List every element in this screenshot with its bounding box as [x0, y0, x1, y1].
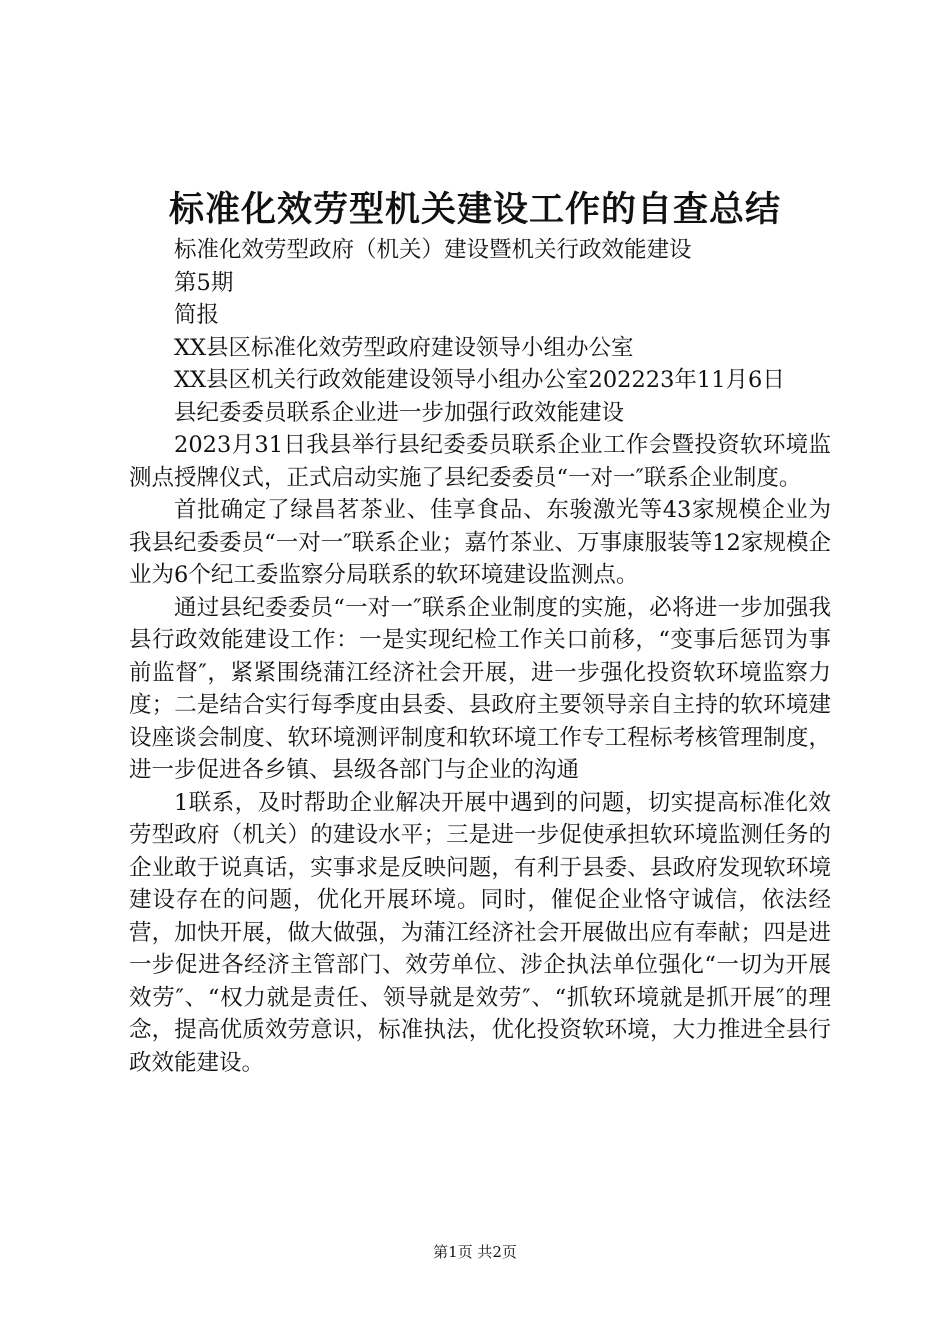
document-body [129, 234, 831, 1079]
paragraph-2: 首批确定了绿昌茗茶业、佳享食品、东骏激光等43家规模企业为我县纪委委员“一对一″联系企业；嘉竹茶业、万事康服装等12家规模企业为6个纪工委监察分局联系的软环境建设监测点。 [129, 497, 831, 588]
article-heading: 县纪委委员联系企业进一步加强行政效能建设 [174, 399, 625, 426]
header-line-series: 标准化效劳型政府（机关）建设暨机关行政效能建设 [174, 237, 692, 263]
page-footer: 第1页 共2页 [433, 1243, 517, 1261]
paragraph-4: 1联系，及时帮助企业解决开展中遇到的问题，切实提高标准化效劳型政府（机关）的建设水平；三是进一步促使承担软环境监测任务的企业敢于说真话，实事求是反映问题，有利于县委、县政府发现软环境建设存在的问题，优化开展环境。同时，催促企业恪守诚信，依法经营，加快开展，做大做强，为蒲江经济社会开展做出应有奉献；四是进一步促进各经济主管部门、效劳单位、涉企执法单位强化“一切为开展效劳″、“权力就是责任、领导就是效劳″、“抓软环境就是抓开展″的理念，提高优质效劳意识，标准执法，优化投资软环境，大力推进全县行政效能建设。 [129, 789, 831, 1076]
header-line-office-1: XX县区标准化效劳型政府建设领导小组办公室 [174, 334, 634, 361]
header-line-office-2-date: XX县区机关行政效能建设领导小组办公室202223年11月6日 [174, 367, 785, 393]
document-title: 标准化效劳型机关建设工作的自查总结 [168, 189, 781, 230]
paragraph-1: 2023月31日我县举行县纪委委员联系企业工作会暨投资软环境监测点授牌仪式，正式启动实施了县纪委委员“一对一″联系企业制度。 [129, 432, 831, 491]
header-line-bulletin: 简报 [174, 302, 220, 328]
paragraph-3: 通过县纪委委员“一对一″联系企业制度的实施，必将进一步加强我县行政效能建设工作：一是实现纪检工作关口前移，“变事后惩罚为事前监督″，紧紧围绕蒲江经济社会开展，进一步强化投资软环境监察力度；二是结合实行每季度由县委、县政府主要领导亲自主持的软环境建设座谈会制度、软环境测评制度和软环境工作专工程标考核管理制度，进一步促进各乡镇、县级各部门与企业的沟通 [129, 594, 831, 783]
header-line-issue: 第5期 [174, 269, 234, 296]
